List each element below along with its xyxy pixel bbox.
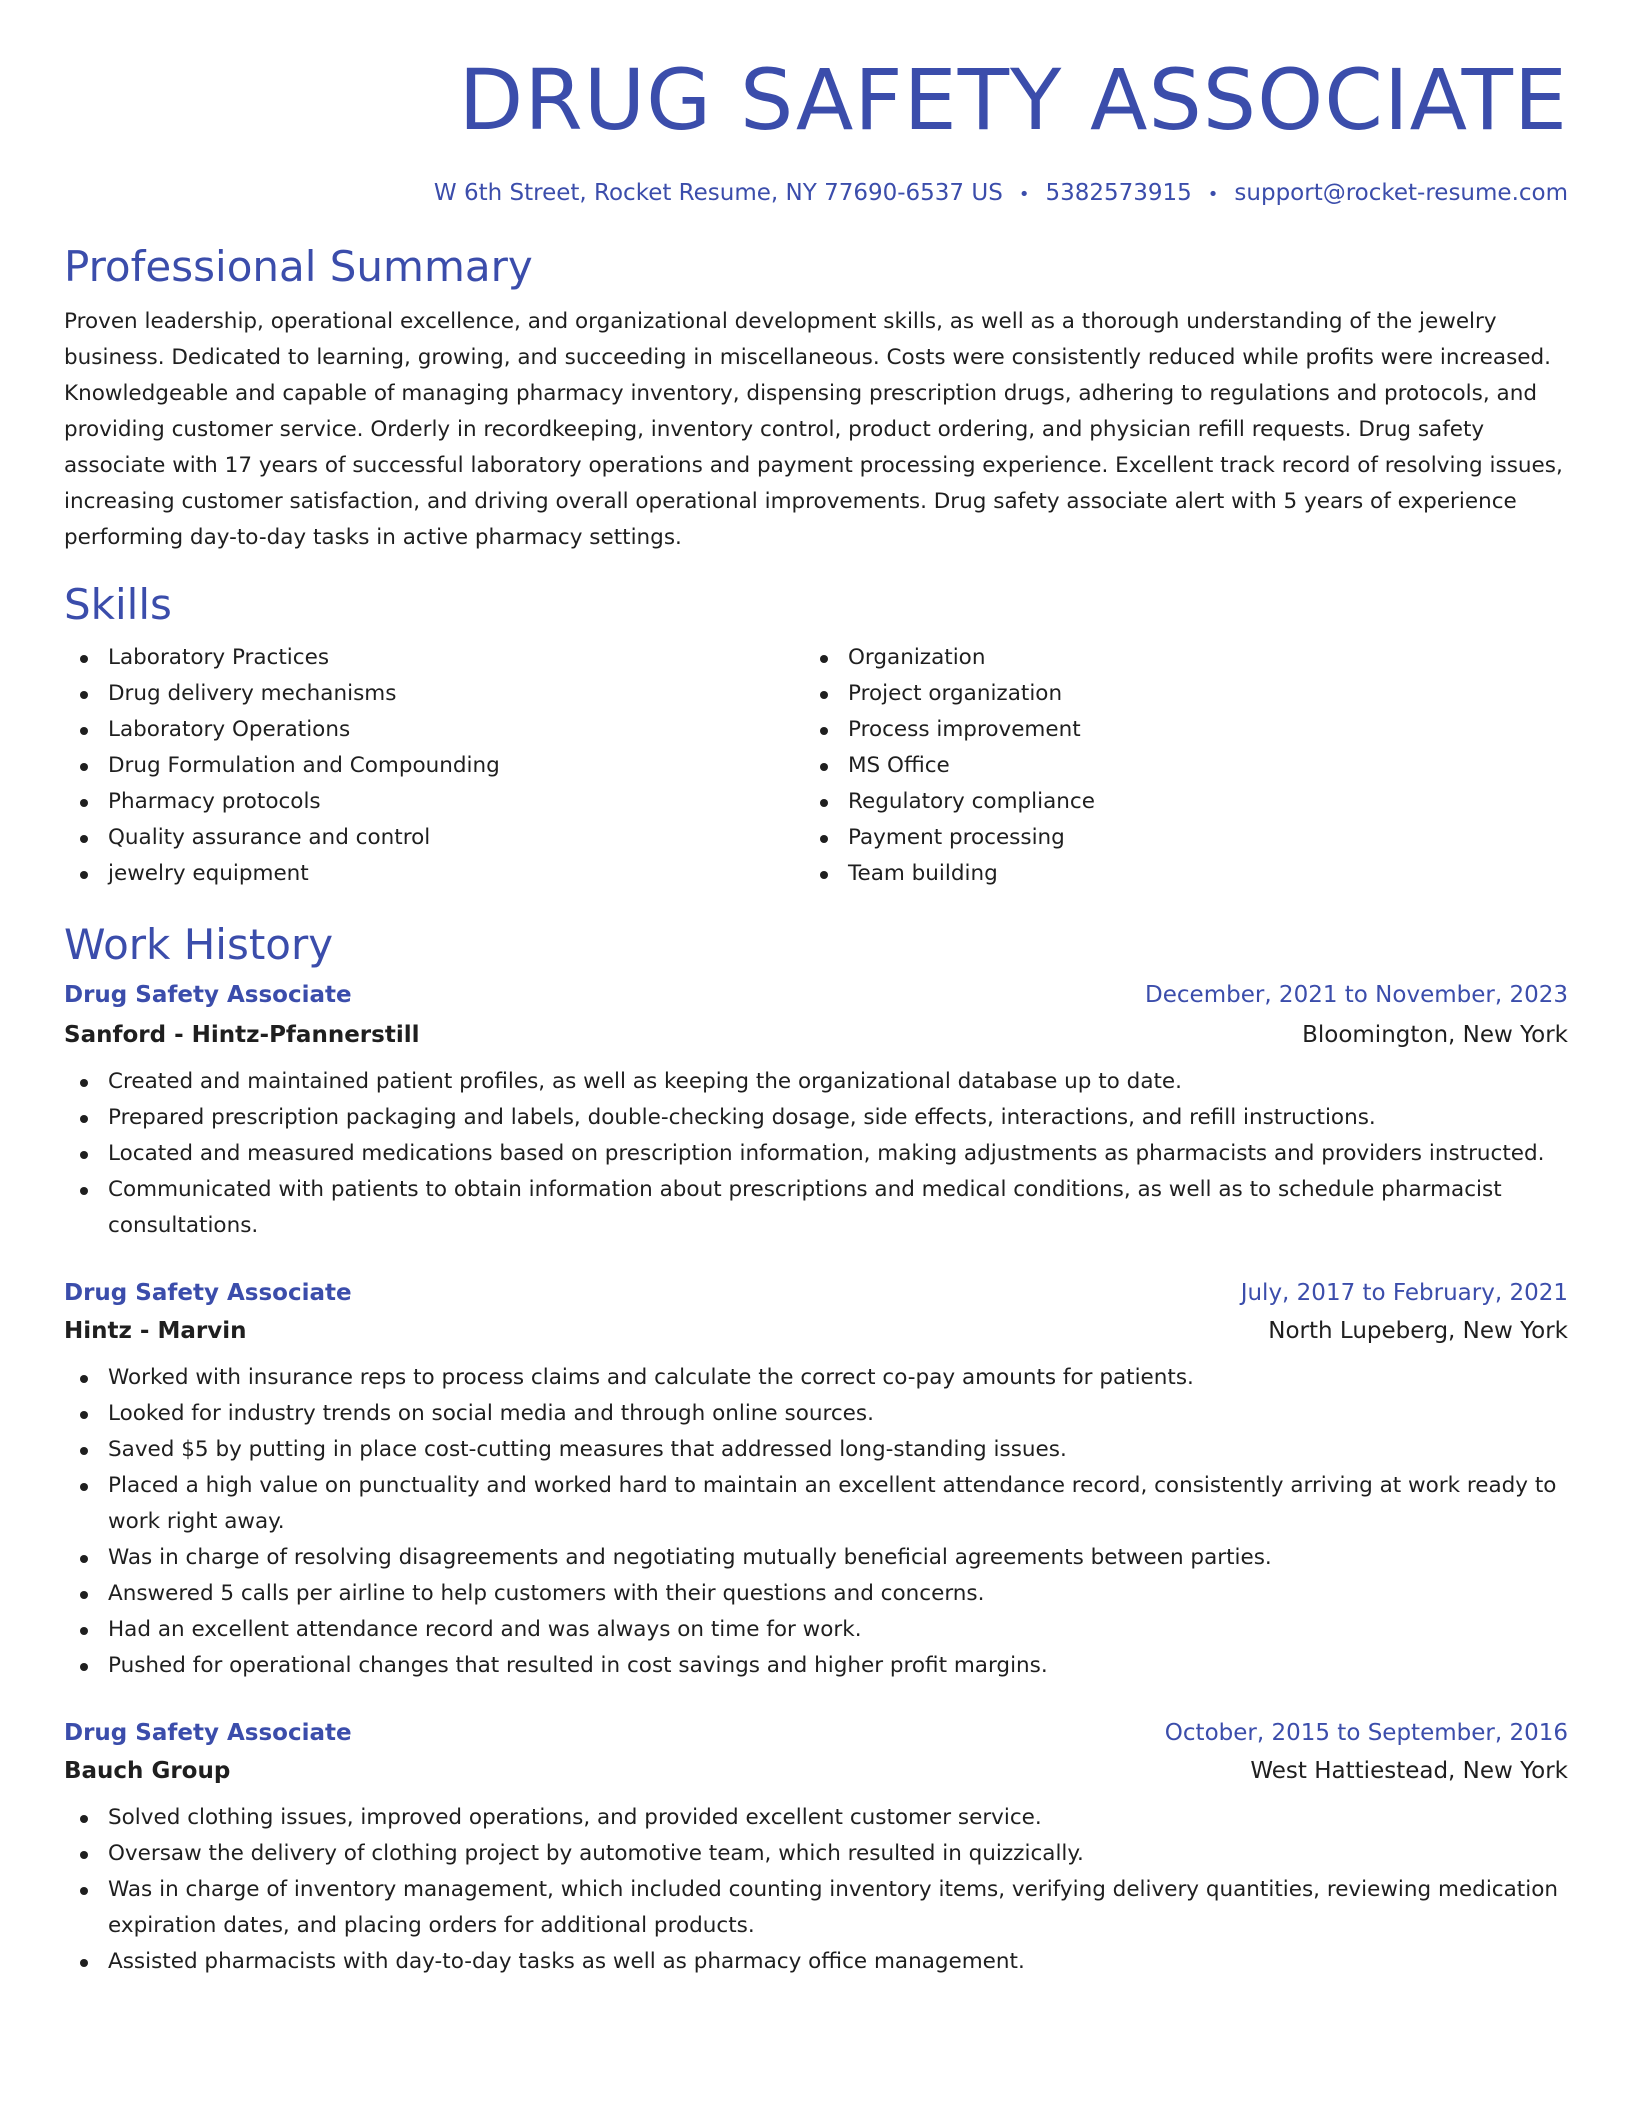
job-title: Drug Safety Associate xyxy=(64,1720,352,1746)
skill-item: Pharmacy protocols xyxy=(64,784,804,820)
job-location: West Hattiestead, New York xyxy=(1250,1758,1568,1784)
work-history-heading: Work History xyxy=(64,920,334,969)
job-bullet: Prepared prescription packaging and labels, double-checking dosage, side effects, interactions, and refill instructions. xyxy=(64,1100,1568,1136)
skill-item: jewelry equipment xyxy=(64,856,804,892)
skill-item: Quality assurance and control xyxy=(64,820,804,856)
skills-column-right xyxy=(804,640,1544,892)
skill-item: Organization xyxy=(804,640,1544,676)
skill-item: MS Office xyxy=(804,748,1544,784)
skill-item: Laboratory Practices xyxy=(64,640,804,676)
job-entry xyxy=(64,980,1568,1244)
job-bullet: Oversaw the delivery of clothing project by automotive team, which resulted in quizzically. xyxy=(64,1836,1568,1872)
job-company-row xyxy=(64,1316,1568,1346)
skill-item: Regulatory compliance xyxy=(804,784,1544,820)
contact-email: support@rocket-resume.com xyxy=(1234,180,1568,206)
job-bullets xyxy=(64,1064,1568,1244)
skill-item: Laboratory Operations xyxy=(64,712,804,748)
job-bullet: Solved clothing issues, improved operations, and provided excellent customer service. xyxy=(64,1800,1568,1836)
resume-header xyxy=(64,52,1568,210)
job-location: Bloomington, New York xyxy=(1302,1022,1568,1048)
job-company: Hintz - Marvin xyxy=(64,1318,247,1344)
skill-item: Drug delivery mechanisms xyxy=(64,676,804,712)
skills-column-left xyxy=(64,640,804,892)
job-bullet: Looked for industry trends on social media and through online sources. xyxy=(64,1396,1568,1432)
summary-text: Proven leadership, operational excellence, and organizational development skills, as well as a thorough understanding of the jewelry business. Dedicated to learning, growing, and succeeding in miscellaneous. Costs were consistently reduced while profits were increased. Knowledgeable and capable of managing pharmacy inventory, dispensing prescription drugs, adhering to regulations and protocols, and providing customer service. Orderly in recordkeeping, inventory control, product ordering, and physician refill requests. Drug safety associate with 17 years of successful laboratory operations and payment processing experience. Excellent track record of resolving issues, increasing customer satisfaction, and driving overall operational improvements. Drug safety associate alert with 5 years of experience performing day-to-day tasks in active pharmacy settings. xyxy=(64,309,1563,550)
job-entry xyxy=(64,1278,1568,1684)
job-bullet: Worked with insurance reps to process claims and calculate the correct co-pay amounts for patients. xyxy=(64,1360,1568,1396)
job-bullet: Pushed for operational changes that resulted in cost savings and higher profit margins. xyxy=(64,1648,1568,1684)
job-bullet: Located and measured medications based on prescription information, making adjustments as pharmacists and providers instructed. xyxy=(64,1136,1568,1172)
job-bullets xyxy=(64,1360,1568,1684)
job-header-row xyxy=(64,980,1568,1010)
job-header-row xyxy=(64,1278,1568,1308)
candidate-title: DRUG SAFETY ASSOCIATE xyxy=(458,51,1568,149)
contact-separator: • xyxy=(1207,184,1219,205)
skills-list xyxy=(64,640,1568,892)
job-bullet: Answered 5 calls per airline to help customers with their questions and concerns. xyxy=(64,1576,1568,1612)
job-bullet: Communicated with patients to obtain information about prescriptions and medical conditions, as well as to schedule pharmacist consultations. xyxy=(64,1172,1568,1244)
contact-phone: 5382573915 xyxy=(1045,180,1192,206)
job-company: Bauch Group xyxy=(64,1758,231,1784)
job-company: Sanford - Hintz-Pfannerstill xyxy=(64,1022,420,1048)
job-dates: December, 2021 to November, 2023 xyxy=(1145,982,1568,1008)
job-dates: July, 2017 to February, 2021 xyxy=(1240,1280,1568,1306)
skill-item: Team building xyxy=(804,856,1544,892)
job-bullet: Had an excellent attendance record and was always on time for work. xyxy=(64,1612,1568,1648)
job-title: Drug Safety Associate xyxy=(64,1280,352,1306)
skill-item: Project organization xyxy=(804,676,1544,712)
job-bullet: Was in charge of inventory management, which included counting inventory items, verifying delivery quantities, reviewing medication expiration dates, and placing orders for additional products. xyxy=(64,1872,1568,1944)
contact-line xyxy=(64,178,1568,210)
job-bullet: Created and maintained patient profiles, as well as keeping the organizational database up to date. xyxy=(64,1064,1568,1100)
job-title: Drug Safety Associate xyxy=(64,982,352,1008)
skill-item: Payment processing xyxy=(804,820,1544,856)
contact-address: W 6th Street, Rocket Resume, NY 77690-6537 US xyxy=(433,180,1003,206)
contact-separator: • xyxy=(1018,184,1030,205)
job-bullets xyxy=(64,1800,1568,1980)
job-entry xyxy=(64,1718,1568,1980)
job-bullet: Assisted pharmacists with day-to-day tasks as well as pharmacy office management. xyxy=(64,1944,1568,1980)
job-bullet: Was in charge of resolving disagreements and negotiating mutually beneficial agreements between parties. xyxy=(64,1540,1568,1576)
job-company-row xyxy=(64,1020,1568,1050)
job-location: North Lupeberg, New York xyxy=(1268,1318,1568,1344)
job-bullet: Saved $5 by putting in place cost-cutting measures that addressed long-standing issues. xyxy=(64,1432,1568,1468)
skills-heading: Skills xyxy=(64,580,172,629)
job-company-row xyxy=(64,1756,1568,1786)
skill-item: Drug Formulation and Compounding xyxy=(64,748,804,784)
job-dates: October, 2015 to September, 2016 xyxy=(1164,1720,1568,1746)
summary-heading: Professional Summary xyxy=(64,242,533,291)
skill-item: Process improvement xyxy=(804,712,1544,748)
job-bullet: Placed a high value on punctuality and worked hard to maintain an excellent attendance record, consistently arriving at work ready to work right away. xyxy=(64,1468,1568,1540)
job-header-row xyxy=(64,1718,1568,1748)
